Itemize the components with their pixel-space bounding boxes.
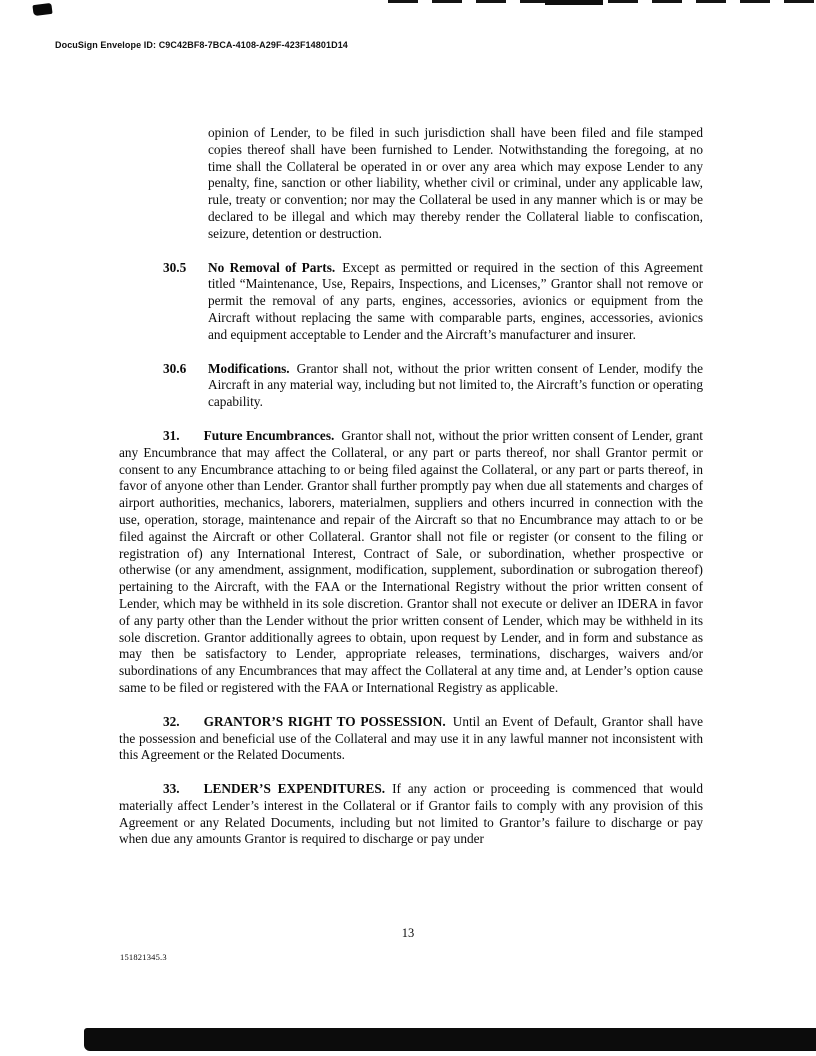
section-title: Modifications. <box>208 360 290 376</box>
section-30-6 <box>163 361 703 411</box>
section-body: If any action or proceeding is commenced that would materially affect Lender’s interest in the Collateral or if Grantor fails to comply with any provision of this Agreement or any Related Documents, including but not limited to Grantor’s failure to discharge or pay when due any amounts Grantor is required to discharge or pay under <box>119 781 703 847</box>
section-title: Future Encumbrances. <box>203 427 335 443</box>
section-text <box>208 260 703 344</box>
section-body: Grantor shall not, without the prior written consent of Lender, modify the Aircraft in any material way, including but not limited to, the Aircraft’s function or operating capability. <box>208 360 703 410</box>
scan-artifact-bottom-bar <box>84 1028 816 1051</box>
section-title: LENDER’S EXPENDITURES. <box>203 781 386 797</box>
page-number: 13 <box>401 926 415 940</box>
section-32 <box>119 714 703 764</box>
section-body: Until an Event of Default, Grantor shall have the possession and beneficial use of the Collateral and may use it in any lawful manner not inconsistent with this Agreement or the Related Documents. <box>119 713 703 763</box>
section-title: No Removal of Parts. <box>208 259 336 275</box>
section-number: 31. <box>163 427 180 443</box>
section-31 <box>119 428 703 697</box>
docusign-envelope-id: DocuSign Envelope ID: C9C42BF8-7BCA-4108-A29F-423F14801D14 <box>55 40 348 50</box>
section-title: GRANTOR’S RIGHT TO POSSESSION. <box>203 713 446 729</box>
section-body: Grantor shall not, without the prior written consent of Lender, grant any Encumbrance that may affect the Collateral, or any part or parts thereof, nor shall Grantor permit or consent to any Encumbrance attaching to or being filed against the Collateral, or any part or parts thereof, in favor of anyone other than Lender. Grantor shall further promptly pay when due all statements and charges of airport authorities, mechanics, laborers, materialmen, suppliers and others incurred in connection with the use, operation, storage, maintenance and repair of the Aircraft so that no Encumbrance may attach to or be filed against the Aircraft or other Collateral. Grantor shall not file or register (or consent to the filing or registration of) any International Interest, Contract of Sale, or subordination, whether prospective or otherwise (or any amendment, assignment, modification, supplement, subordination or subrogation thereof) pertaining to the Aircraft, with the FAA or the International Registry without the prior written consent of Lender, which may be withheld in its sole discretion. Grantor shall not execute or deliver an IDERA in favor of any party other than the Lender without the prior written consent of Lender, which may be withheld in its sole discretion. Grantor additionally agrees to obtain, upon request by Lender, and in form and substance as may then be satisfactory to Lender, appropriate releases, terminations, discharges, waivers and/or subordinations of any Encumbrances that may affect the Collateral at any time and, at Lender’s option cause same to be filed or registered with the FAA or International Registry as applicable. <box>119 427 703 695</box>
section-30-5 <box>163 260 703 344</box>
section-number: 30.6 <box>163 360 187 376</box>
section-33 <box>119 781 703 848</box>
section-number: 30.5 <box>163 259 187 275</box>
scan-artifact-top-left <box>32 3 52 16</box>
continuation-paragraph: opinion of Lender, to be filed in such jurisdiction shall have been filed and file stamped copies thereof shall have been furnished to Lender. Notwithstanding the foregoing, at no time shall the Collateral be operated in or over any area which may expose Lender to any penalty, fine, sanction or other liability, whether civil or criminal, under any applicable law, rule, treaty or convention; nor may the Collateral be used in any manner which is or may be declared to be illegal and which may thereby render the Collateral liable to confiscation, seizure, detention or destruction. <box>208 125 703 241</box>
section-body: Except as permitted or required in the section of this Agreement titled “Maintenance, Use, Repairs, Inspections, and Licenses,” Grantor shall not remove or permit the removal of any parts, engines, accessories, avionics or equipment from the Aircraft without replacing the same with comparable parts, engines, accessories, avionics and equipment acceptable to Lender and the Aircraft’s manufacturer and insurer. <box>208 259 703 342</box>
document-body <box>119 125 703 865</box>
scan-artifact-top-dash-thick <box>545 0 603 5</box>
document-footer-id: 151821345.3 <box>120 952 167 962</box>
section-number: 33. <box>163 781 180 797</box>
section-text <box>208 361 703 411</box>
section-number: 32. <box>163 713 180 729</box>
